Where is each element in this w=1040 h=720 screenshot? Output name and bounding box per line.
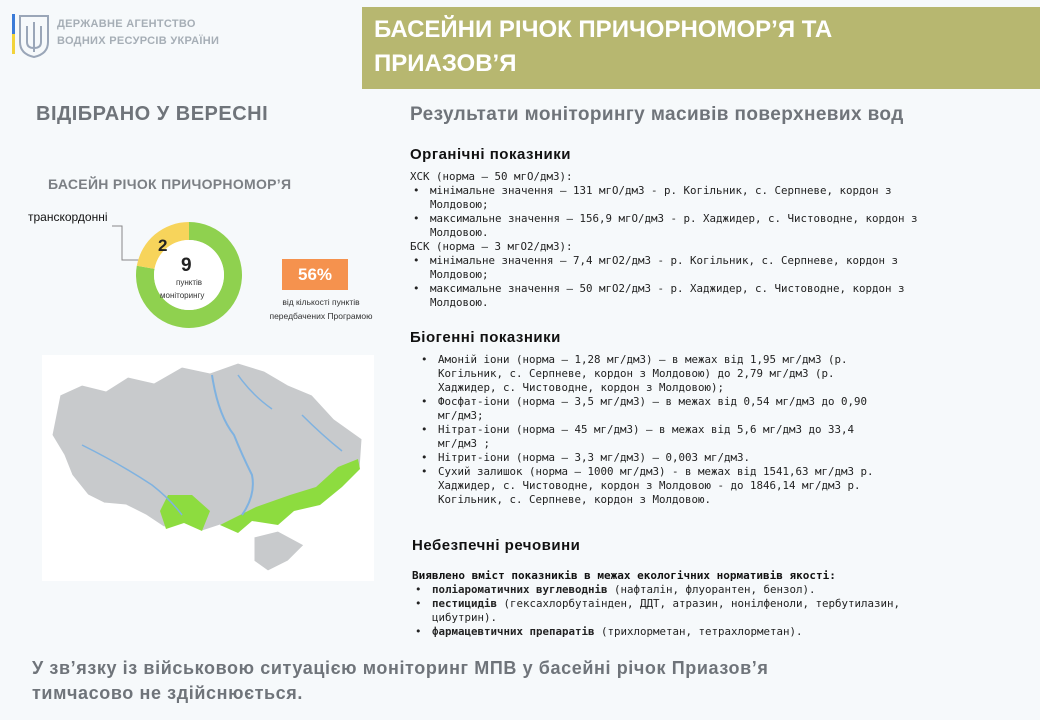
agency-name (57, 16, 219, 50)
organic-item-text: мінімальне значення – 7,4 мгО2/дм3 - р. Когільник, с. Серпневе, кордон з (430, 254, 899, 267)
organic-item-text: мінімальне значення – 131 мгО/дм3 - р. Когільник, с. Серпневе, кордон з (430, 184, 892, 197)
hazardous-item-text: (трихлорметан, тетрахлорметан). (594, 625, 803, 638)
hazardous-item (412, 625, 1022, 639)
biogenic-item-text: Амоній іони (норма – 1,28 мг/дм3) – в межах від 1,95 мг/дм3 (р. (438, 353, 848, 366)
biogenic-item (418, 353, 1018, 367)
total-label-2: моніторингу (160, 291, 205, 300)
organic-item-text: максимальне значення – 50 мгО2/дм3 - р. Хаджидер, с. Чистоводне, кордон з (430, 282, 905, 295)
hazardous-title: Небезпечні речовини (412, 537, 581, 554)
biogenic-list (418, 353, 1018, 507)
bullet: • (413, 212, 420, 225)
monitoring-donut-chart (136, 222, 242, 328)
organic-item (410, 240, 1020, 254)
biogenic-item-text: мг/дм3; (438, 409, 484, 422)
hazardous-item-group: фармацевтичних препаратів (432, 625, 595, 638)
bullet: • (413, 184, 420, 197)
biogenic-item (418, 437, 1018, 451)
organic-item (410, 296, 1020, 310)
organic-item (410, 226, 1020, 240)
ukraine-map (42, 355, 374, 581)
biogenic-item-text: Хаджидер, с. Чистоводне, кордон з Молдовою); (438, 381, 725, 394)
hazardous-item-group: поліароматичних вуглеводнів (432, 583, 608, 596)
hazardous-item-text: (нафталін, флуорантен, бензол). (607, 583, 816, 596)
bullet: • (415, 625, 422, 638)
biogenic-item-text: Хаджидер, с. Чистоводне, кордон з Молдовою - до 1846,14 мг/дм3 р. (438, 479, 861, 492)
hazardous-item-text: цибутрин). (432, 611, 498, 624)
organic-item (410, 198, 1020, 212)
hazardous-intro: Виявлено вміст показників в межах екологічних нормативів якості: (412, 569, 836, 582)
bullet: • (421, 353, 428, 366)
bullet: • (421, 423, 428, 436)
organic-item (410, 254, 1020, 268)
percent-badge: 56% (282, 259, 348, 290)
organic-item (410, 282, 1020, 296)
crimea (254, 531, 304, 571)
biogenic-item-text: мг/дм3 ; (438, 437, 491, 450)
biogenic-item (418, 423, 1018, 437)
organic-item-text: максимальне значення – 156,9 мгО/дм3 - р. Хаджидер, с. Чистоводне, кордон з (430, 212, 918, 225)
organic-item (410, 184, 1020, 198)
biogenic-item (418, 367, 1018, 381)
bullet: • (413, 282, 420, 295)
biogenic-item-text: Нітрит-іони (норма – 3,3 мг/дм3) – 0,003 мг/дм3. (438, 451, 751, 464)
hazardous-list (412, 583, 1022, 639)
ukraine-territory (52, 363, 362, 533)
biogenic-item-text: Фосфат-іони (норма – 3,5 мг/дм3) – в межах від 0,54 мг/дм3 до 0,90 (438, 395, 868, 408)
organic-item-text: Молдовою; (430, 198, 489, 211)
bullet: • (415, 583, 422, 596)
total-value: 9 (181, 255, 192, 276)
footer-line-1: У зв’язку із військовою ситуацією моніторинг МПВ у басейні річок Приазов’я (32, 658, 769, 678)
biogenic-item (418, 409, 1018, 423)
organic-item (410, 212, 1020, 226)
coat-of-arms-icon (12, 12, 52, 58)
percent-caption-1: від кількості пунктів (282, 297, 360, 307)
biogenic-item-text: Когільник, с. Серпневе, кордон з Молдовою. (438, 493, 712, 506)
bullet: • (413, 254, 420, 267)
organic-item-text: Молдовою. (430, 296, 489, 309)
left-heading: ВІДІБРАНО У ВЕРЕСНІ (36, 103, 269, 125)
title-line-1: БАСЕЙНИ РІЧОК ПРИЧОРНОМОР’Я ТА (374, 16, 833, 43)
organic-item-text: Молдовою; (430, 268, 489, 281)
footer-line-2: тимчасово не здійснюється. (32, 683, 304, 703)
biogenic-item (418, 493, 1018, 507)
footer-note (32, 656, 1012, 706)
title-banner (362, 7, 1040, 89)
percent-caption-2: передбачених Програмою (269, 311, 373, 321)
biogenic-item (418, 451, 1018, 465)
transboundary-value: 2 (158, 236, 168, 255)
transboundary-label: транскордонні (28, 210, 108, 224)
hazardous-item-group: пестицидів (432, 597, 498, 610)
bullet: • (421, 451, 428, 464)
right-heading: Результати моніторингу масивів поверхневих вод (410, 104, 904, 125)
organic-list (410, 170, 1020, 310)
biogenic-item (418, 395, 1018, 409)
biogenic-item-text: Сухий залишок (норма – 1000 мг/дм3) - в межах від 1541,63 мг/дм3 р. (438, 465, 874, 478)
biogenic-item-text: Нітрат-іони (норма – 45 мг/дм3) – в межах від 5,6 мг/дм3 до 33,4 (438, 423, 855, 436)
bullet: • (415, 597, 422, 610)
hazardous-item (412, 597, 1022, 611)
title-line-2: ПРИАЗОВ’Я (374, 50, 517, 77)
hazardous-item (412, 583, 1022, 597)
biogenic-item (418, 465, 1018, 479)
biogenic-item (418, 479, 1018, 493)
organic-item-text: Молдовою. (430, 226, 489, 239)
total-label-1: пунктів (176, 278, 203, 287)
organic-item (410, 268, 1020, 282)
agency-line-2: ВОДНИХ РЕСУРСІВ УКРАЇНИ (57, 35, 220, 47)
hazardous-item-text: (гексахлорбутаінден, ДДТ, атразин, нонілфеноли, тербутилазин, (497, 597, 901, 610)
page-title (374, 13, 1014, 81)
organic-item-text: БСК (норма – 3 мгО2/дм3): (410, 240, 573, 253)
agency-line-1: ДЕРЖАВНЕ АГЕНТСТВО (57, 18, 196, 30)
organic-title: Органічні показники (410, 146, 571, 163)
biogenic-item-text: Когільник, с. Серпневе, кордон з Молдовою) до 2,79 мг/дм3 (р. (438, 367, 835, 380)
organic-item (410, 170, 1020, 184)
hazardous-item (412, 611, 1022, 625)
bullet: • (421, 465, 428, 478)
basin-title: БАСЕЙН РІЧОК ПРИЧОРНОМОР’Я (48, 176, 292, 192)
bullet: • (421, 395, 428, 408)
organic-item-text: ХСК (норма – 50 мгО/дм3): (410, 170, 573, 183)
biogenic-item (418, 381, 1018, 395)
percent-caption (268, 295, 374, 323)
biogenic-title: Біогенні показники (410, 329, 561, 346)
